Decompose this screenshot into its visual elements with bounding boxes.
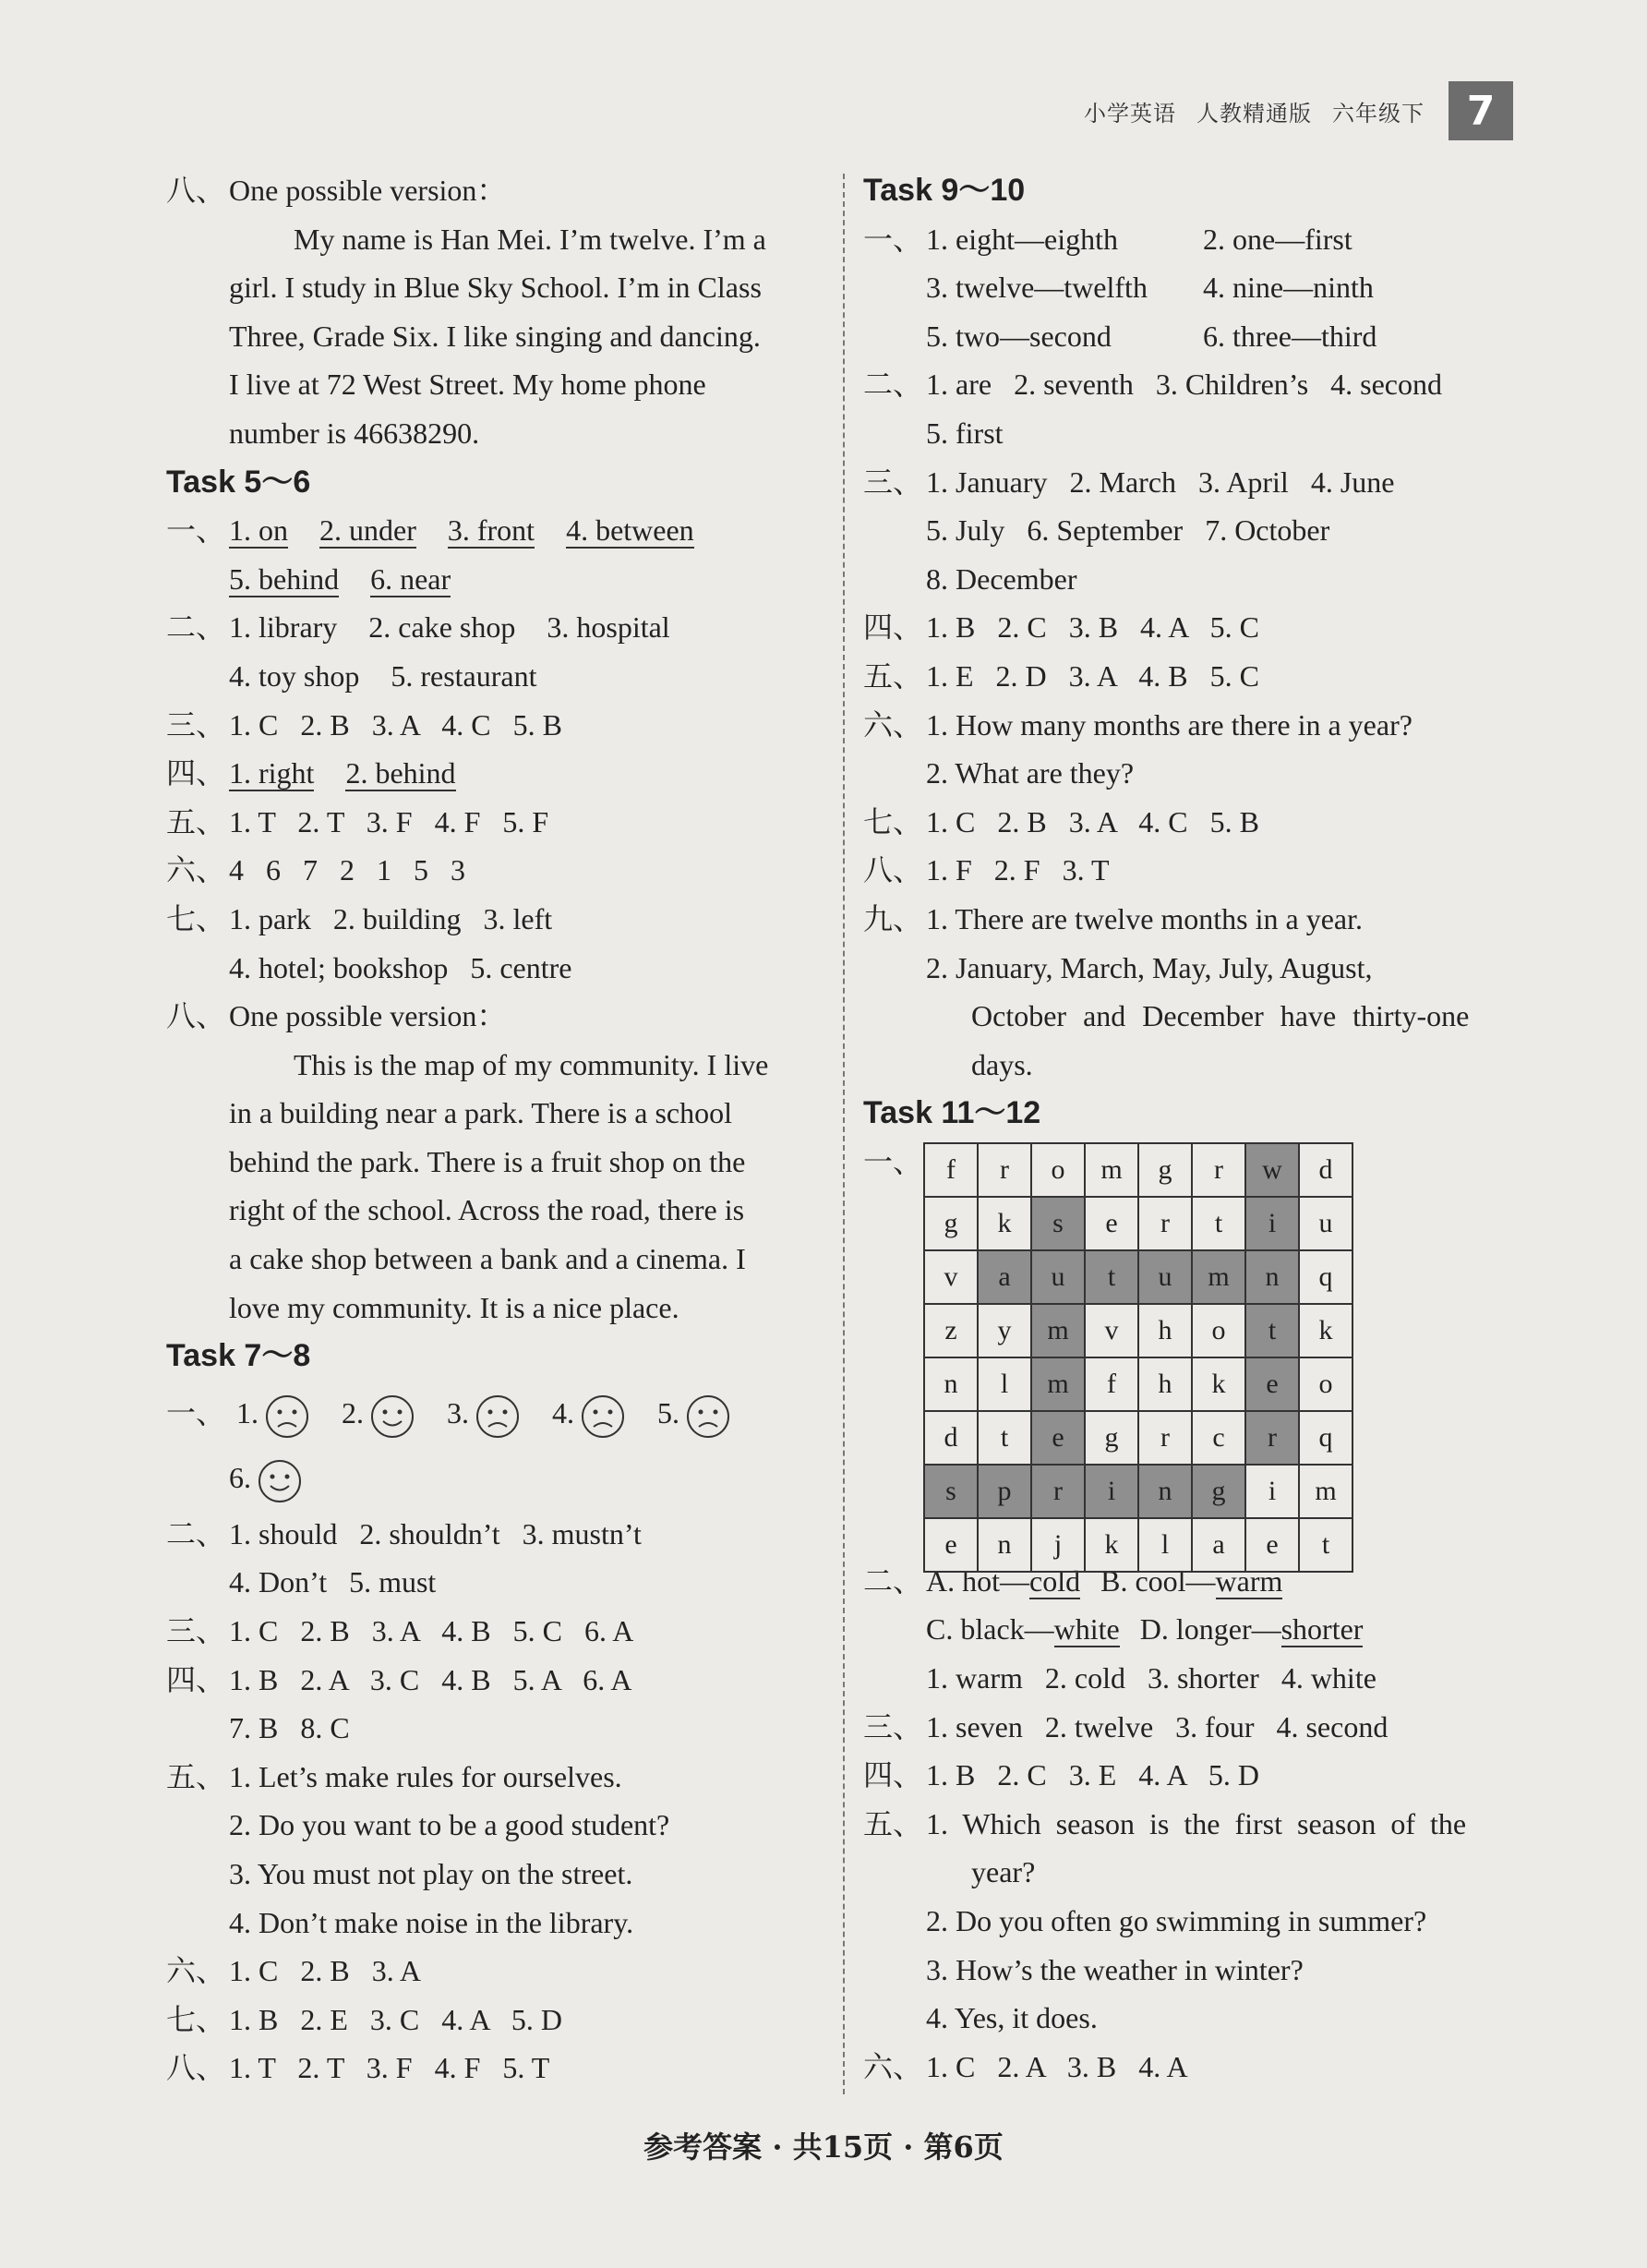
grid-cell: d — [924, 1411, 978, 1465]
header-grade: 六年级下 — [1332, 100, 1425, 127]
answer-line: year? — [971, 1855, 1036, 1889]
grid-cell: t — [1245, 1304, 1299, 1357]
page-number-badge: 7 — [1449, 81, 1513, 140]
grid-cell: p — [978, 1465, 1031, 1518]
grid-cell: e — [924, 1518, 978, 1572]
answer-line: C. black—white D. longer—shorter — [926, 1612, 1364, 1647]
left-column — [166, 166, 831, 2093]
sad-face-icon — [685, 1393, 731, 1440]
answer-line: 六、 1. How many months are there in a year? — [863, 707, 1413, 742]
faces-line: 6. — [166, 1445, 831, 1510]
answer-line: 2. What are they? — [926, 756, 1135, 790]
answer-line: 六、 4 6 7 2 1 5 3 — [166, 853, 465, 887]
grid-cell: r — [1138, 1411, 1192, 1465]
essay-line: right of the school. Across the road, there is — [229, 1193, 745, 1227]
grid-cell: n — [1245, 1250, 1299, 1304]
answer-line: 2. January, March, May, July, August, — [926, 950, 1373, 984]
answer-line: 3. twelve—twelfth 4. nine—ninth — [926, 271, 1374, 305]
grid-cell: d — [1299, 1143, 1352, 1197]
grid-cell: r — [1138, 1197, 1192, 1250]
grid-cell: t — [1299, 1518, 1352, 1572]
answer-line: 3. You must not play on the street. — [229, 1857, 633, 1890]
answer-line: 5. behind 6. near — [229, 561, 451, 596]
grid-cell: o — [1299, 1357, 1352, 1411]
answer-line: 2. Do you often go swimming in summer? — [926, 1904, 1427, 1938]
faces-line: 一、 1. 2. 3. 4. 5. — [166, 1381, 831, 1445]
grid-cell: e — [1245, 1357, 1299, 1411]
grid-cell: v — [1085, 1304, 1138, 1357]
grid-row — [924, 1143, 1352, 1197]
header-text — [1064, 95, 1425, 127]
right-column — [863, 166, 1528, 2091]
essay-line: I live at 72 West Street. My home phone — [229, 368, 706, 402]
answer-line: 七、 1. park 2. building 3. left — [166, 901, 553, 935]
task-7-8-title: Task 7～8 — [166, 1338, 311, 1374]
answer-line: 四、 1. right 2. behind — [166, 756, 456, 790]
section-8-heading: 八、 One possible version： — [166, 174, 507, 207]
grid-cell: s — [1031, 1197, 1085, 1250]
grid-cell: r — [978, 1143, 1031, 1197]
answer-line: October and December have thirty-one — [971, 999, 1470, 1033]
grid-cell: e — [1245, 1518, 1299, 1572]
answer-line: 5. two—second 6. three—third — [926, 319, 1377, 353]
answer-line: 三、 1. C 2. B 3. A 4. C 5. B — [166, 707, 562, 742]
grid-cell: k — [1085, 1518, 1138, 1572]
grid-row — [924, 1250, 1352, 1304]
answer-line: 一、 1. eight—eighth 2. one—first — [863, 222, 1352, 256]
answer-line: 八、 1. T 2. T 3. F 4. F 5. T — [166, 2051, 550, 2085]
grid-cell: f — [924, 1143, 978, 1197]
answer-line: 4. Don’t 5. must — [229, 1565, 437, 1599]
grid-cell: r — [1031, 1465, 1085, 1518]
grid-cell: m — [1192, 1250, 1245, 1304]
grid-cell: m — [1031, 1304, 1085, 1357]
answer-line: 4. hotel; bookshop 5. centre — [229, 950, 572, 984]
answer-line: 二、 1. are 2. seventh 3. Children’s 4. second — [863, 368, 1442, 402]
grid-cell: g — [1138, 1143, 1192, 1197]
answer-line: 二、 1. library 2. cake shop 3. hospital — [166, 610, 670, 645]
task-11-12-title: Task 11～12 — [863, 1095, 1041, 1131]
header-edition: 人教精通版 — [1196, 100, 1312, 127]
grid-cell: n — [978, 1518, 1031, 1572]
grid-cell: k — [1299, 1304, 1352, 1357]
grid-cell: n — [1138, 1465, 1192, 1518]
answer-line: 八、 1. F 2. F 3. T — [863, 853, 1110, 887]
header-subject: 小学英语 — [1084, 100, 1176, 127]
grid-cell: n — [924, 1357, 978, 1411]
grid-cell: o — [1031, 1143, 1085, 1197]
answer-line: 2. Do you want to be a good student? — [229, 1808, 670, 1842]
grid-cell: a — [978, 1250, 1031, 1304]
answer-line: 三、 1. seven 2. twelve 3. four 4. second — [863, 1709, 1389, 1743]
grid-cell: t — [978, 1411, 1031, 1465]
grid-cell: m — [1085, 1143, 1138, 1197]
grid-cell: u — [1031, 1250, 1085, 1304]
answer-line: 七、 1. B 2. E 3. C 4. A 5. D — [166, 2002, 562, 2036]
answer-line: 二、 A. hot—cold B. cool—warm — [863, 1563, 1283, 1598]
answer-line: 五、 1. Let’s make rules for ourselves. — [166, 1759, 622, 1793]
grid-cell: i — [1245, 1197, 1299, 1250]
answer-line: 7. B 8. C — [229, 1711, 350, 1745]
grid-cell: j — [1031, 1518, 1085, 1572]
essay-line: This is the map of my community. I live — [294, 1047, 769, 1081]
grid-row — [924, 1465, 1352, 1518]
grid-cell: u — [1299, 1197, 1352, 1250]
grid-cell: i — [1085, 1465, 1138, 1518]
task-5-6-title: Task 5～6 — [166, 464, 311, 500]
grid-cell: q — [1299, 1250, 1352, 1304]
grid-cell: g — [1085, 1411, 1138, 1465]
essay-line: behind the park. There is a fruit shop on the — [229, 1144, 746, 1178]
task-9-10-title: Task 9～10 — [863, 173, 1026, 208]
answer-line: 九、 1. There are twelve months in a year. — [863, 901, 1364, 935]
answer-line: 五、 1. T 2. T 3. F 4. F 5. F — [166, 804, 549, 838]
answer-line: 六、 1. C 2. A 3. B 4. A — [863, 2049, 1188, 2083]
grid-row — [924, 1357, 1352, 1411]
grid-cell: e — [1031, 1411, 1085, 1465]
answer-line: 4. toy shop 5. restaurant — [229, 658, 537, 693]
answer-line: days. — [971, 1047, 1033, 1081]
grid-cell: u — [1138, 1250, 1192, 1304]
answer-line: 1. warm 2. cold 3. shorter 4. white — [926, 1661, 1377, 1695]
essay-line: love my community. It is a nice place. — [229, 1290, 679, 1324]
grid-cell: h — [1138, 1357, 1192, 1411]
essay-line: My name is Han Mei. I’m twelve. I’m a — [294, 222, 766, 256]
grid-cell: k — [1192, 1357, 1245, 1411]
answer-line: 8. December — [926, 561, 1077, 596]
essay-line: a cake shop between a bank and a cinema. I — [229, 1242, 746, 1276]
grid-cell: l — [1138, 1518, 1192, 1572]
sad-face-icon — [580, 1393, 626, 1440]
grid-cell: t — [1192, 1197, 1245, 1250]
grid-cell: g — [924, 1197, 978, 1250]
essay-line: in a building near a park. There is a school — [229, 1096, 733, 1130]
answer-line: 七、 1. C 2. B 3. A 4. C 5. B — [863, 804, 1259, 838]
sad-face-icon — [475, 1393, 521, 1440]
grid-cell: t — [1085, 1250, 1138, 1304]
answer-line: 4. Yes, it does. — [926, 2001, 1098, 2035]
smile-face-icon — [369, 1393, 415, 1440]
grid-cell: e — [1085, 1197, 1138, 1250]
column-divider — [843, 174, 845, 2094]
answer-line: 六、 1. C 2. B 3. A — [166, 1954, 422, 1988]
grid-cell: h — [1138, 1304, 1192, 1357]
grid-cell: z — [924, 1304, 978, 1357]
grid-cell: k — [978, 1197, 1031, 1250]
grid-cell: a — [1192, 1518, 1245, 1572]
grid-cell: g — [1192, 1465, 1245, 1518]
essay-line: number is 46638290. — [229, 416, 480, 450]
grid-cell: r — [1192, 1143, 1245, 1197]
answer-line: 3. How’s the weather in winter? — [926, 1952, 1304, 1986]
grid-cell: m — [1031, 1357, 1085, 1411]
answer-line: 二、 1. should 2. shouldn’t 3. mustn’t — [166, 1516, 642, 1550]
answer-line: 三、 1. January 2. March 3. April 4. June — [863, 464, 1395, 499]
word-grid-row: 一、 — [863, 1144, 923, 1178]
grid-cell: w — [1245, 1143, 1299, 1197]
grid-cell: m — [1299, 1465, 1352, 1518]
page-footer: 参考答案 · 共15页 · 第6页 — [643, 2129, 1004, 2165]
smile-face-icon — [257, 1458, 303, 1504]
grid-cell: l — [978, 1357, 1031, 1411]
answer-line: 四、 1. B 2. A 3. C 4. B 5. A 6. A — [166, 1662, 632, 1696]
grid-cell: o — [1192, 1304, 1245, 1357]
answer-line: 五、 1. E 2. D 3. A 4. B 5. C — [863, 658, 1259, 693]
answer-line: 4. Don’t make noise in the library. — [229, 1905, 634, 1939]
answer-line: 5. July 6. September 7. October — [926, 513, 1330, 548]
grid-row — [924, 1518, 1352, 1572]
answer-line: 5. first — [926, 416, 1004, 450]
grid-cell: q — [1299, 1411, 1352, 1465]
grid-cell: c — [1192, 1411, 1245, 1465]
grid-row — [924, 1197, 1352, 1250]
grid-cell: y — [978, 1304, 1031, 1357]
grid-row — [924, 1304, 1352, 1357]
essay-line: girl. I study in Blue Sky School. I’m in Class — [229, 271, 762, 305]
answer-line: 一、 1. on 2. under 3. front 4. between — [166, 513, 694, 548]
grid-cell: v — [924, 1250, 978, 1304]
grid-cell: s — [924, 1465, 978, 1518]
grid-row — [924, 1411, 1352, 1465]
answer-line: 四、 1. B 2. C 3. E 4. A 5. D — [863, 1758, 1259, 1792]
answer-line: 八、 One possible version： — [166, 999, 507, 1033]
answer-line: 四、 1. B 2. C 3. B 4. A 5. C — [863, 610, 1259, 645]
answer-line: 三、 1. C 2. B 3. A 4. B 5. C 6. A — [166, 1614, 634, 1648]
grid-cell: r — [1245, 1411, 1299, 1465]
grid-cell: i — [1245, 1465, 1299, 1518]
word-search-grid — [923, 1142, 1353, 1573]
essay-line: Three, Grade Six. I like singing and dancing. — [229, 319, 761, 353]
answer-line: 五、 1. Which season is the first season of the — [863, 1806, 1467, 1840]
page-header — [1064, 81, 1513, 140]
sad-face-icon — [264, 1393, 310, 1440]
grid-cell: f — [1085, 1357, 1138, 1411]
